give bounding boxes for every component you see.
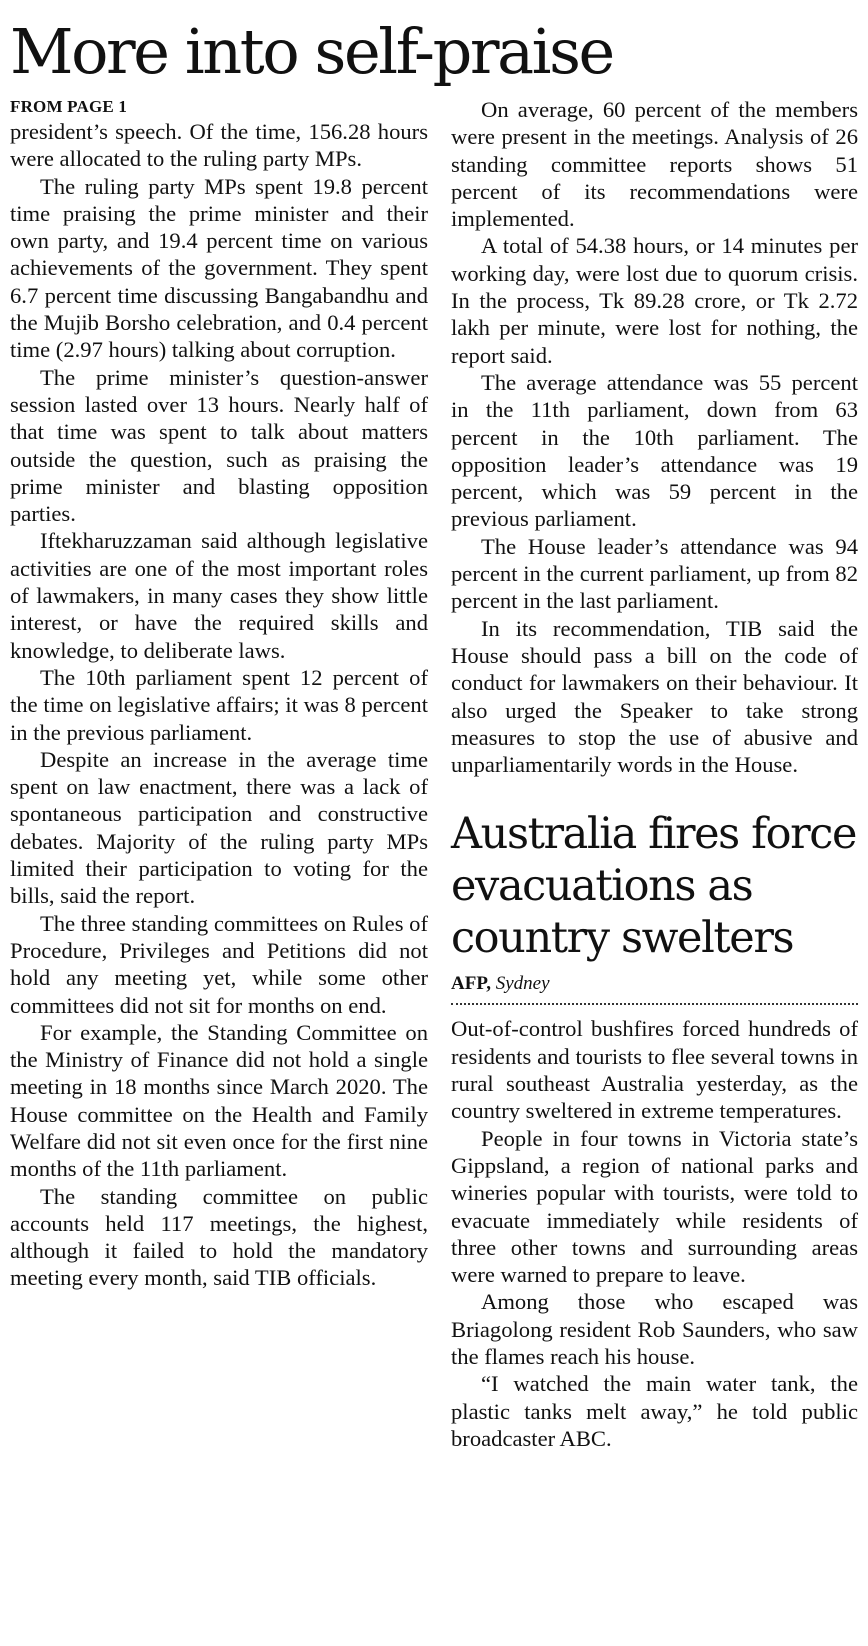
byline-location: Sydney: [495, 973, 550, 995]
second-headline: Australia fires force evacuations as country swelters: [451, 809, 856, 964]
article-paragraph: The prime minister’s question-answer session lasted over 13 hours. Nearly half of that time was spent to talk about matters outside the question, such as praising the prime minister and blasting opposition parties.: [10, 364, 428, 527]
right-column: [451, 96, 858, 1452]
article-paragraph: The three standing committees on Rules of Procedure, Privileges and Petitions did not hold any meeting yet, while some other committees did not sit for months on end.: [10, 910, 428, 1018]
article-paragraph: For example, the Standing Committee on the Ministry of Finance did not hold a single meeting in 18 months since March 2020. The House committee on the Health and Family Welfare did not sit even once for the first nine months of the 11th parliament.: [10, 1019, 428, 1182]
article-paragraph: Despite an increase in the average time spent on law enactment, there was a lack of spontaneous participation and constructive debates. Majority of the ruling party MPs limited their participation to voting for the bills, said the report.: [10, 746, 428, 909]
article-paragraph: In its recommendation, TIB said the House should pass a bill on the code of conduct for lawmakers on their behaviour. It also urged the Speaker to take strong measures to stop the use of abusive and unparliamentarily words in the House.: [451, 615, 858, 778]
main-headline: More into self-praise: [10, 15, 613, 88]
article-paragraph: The standing committee on public accounts held 117 meetings, the highest, although it failed to hold the mandatory meeting every month, said TIB officials.: [10, 1183, 428, 1291]
article-paragraph: On average, 60 percent of the members were present in the meetings. Analysis of 26 standing committee reports shows 51 percent of its recommendations were implemented.: [451, 97, 858, 232]
article-paragraph: Among those who escaped was Briagolong resident Rob Saunders, who saw the flames reach his house.: [451, 1289, 858, 1369]
article-paragraph: Iftekharuzzaman said although legislative activities are one of the most important roles of lawmakers, in many cases they show little interest, or have the required skills and knowledge, to deliberate laws.: [10, 528, 428, 663]
byline: [451, 972, 858, 996]
article-paragraph: The average attendance was 55 percent in the 11th parliament, down from 63 percent in the 10th parliament. The opposition leader’s attendance was 19 percent, which was 59 percent in the previous parliament.: [451, 369, 858, 532]
article-paragraph: The House leader’s attendance was 94 percent in the current parliament, up from 82 percent in the last parliament.: [451, 533, 858, 614]
dotted-divider: [451, 1003, 858, 1005]
article-paragraph: “I watched the main water tank, the plastic tanks melt away,” he told public broadcaster ABC.: [451, 1371, 858, 1451]
article-paragraph: Out-of-control bushfires forced hundreds of residents and tourists to flee several towns in rural southeast Australia yesterday, as the country sweltered in extreme temperatures.: [451, 1016, 858, 1124]
article-paragraph: president’s speech. Of the time, 156.28 hours were allocated to the ruling party MPs.: [10, 119, 428, 172]
article-paragraph: The 10th parliament spent 12 percent of the time on legislative affairs; it was 8 percent in the previous parliament.: [10, 664, 428, 745]
article-paragraph: The ruling party MPs spent 19.8 percent time praising the prime minister and their own party, and 19.4 percent time on various achievements of the government. They spent 6.7 percent time discussing Bangabandhu and the Mujib Borsho celebration, and 0.4 percent time (2.97 hours) talking about corruption.: [10, 173, 428, 363]
byline-agency: AFP,: [451, 973, 491, 995]
left-column: [10, 96, 428, 1292]
article-paragraph: A total of 54.38 hours, or 14 minutes per working day, were lost due to quorum crisis. In the process, Tk 89.28 crore, or Tk 2.72 lakh per minute, were lost for nothing, the report said.: [451, 233, 858, 368]
jump-label: FROM PAGE 1: [10, 97, 128, 116]
article-paragraph: People in four towns in Victoria state’s Gippsland, a region of national parks and wineries popular with tourists, were told to evacuate immediately while residents of three other towns and surrounding areas were warned to prepare to leave.: [451, 1125, 858, 1288]
